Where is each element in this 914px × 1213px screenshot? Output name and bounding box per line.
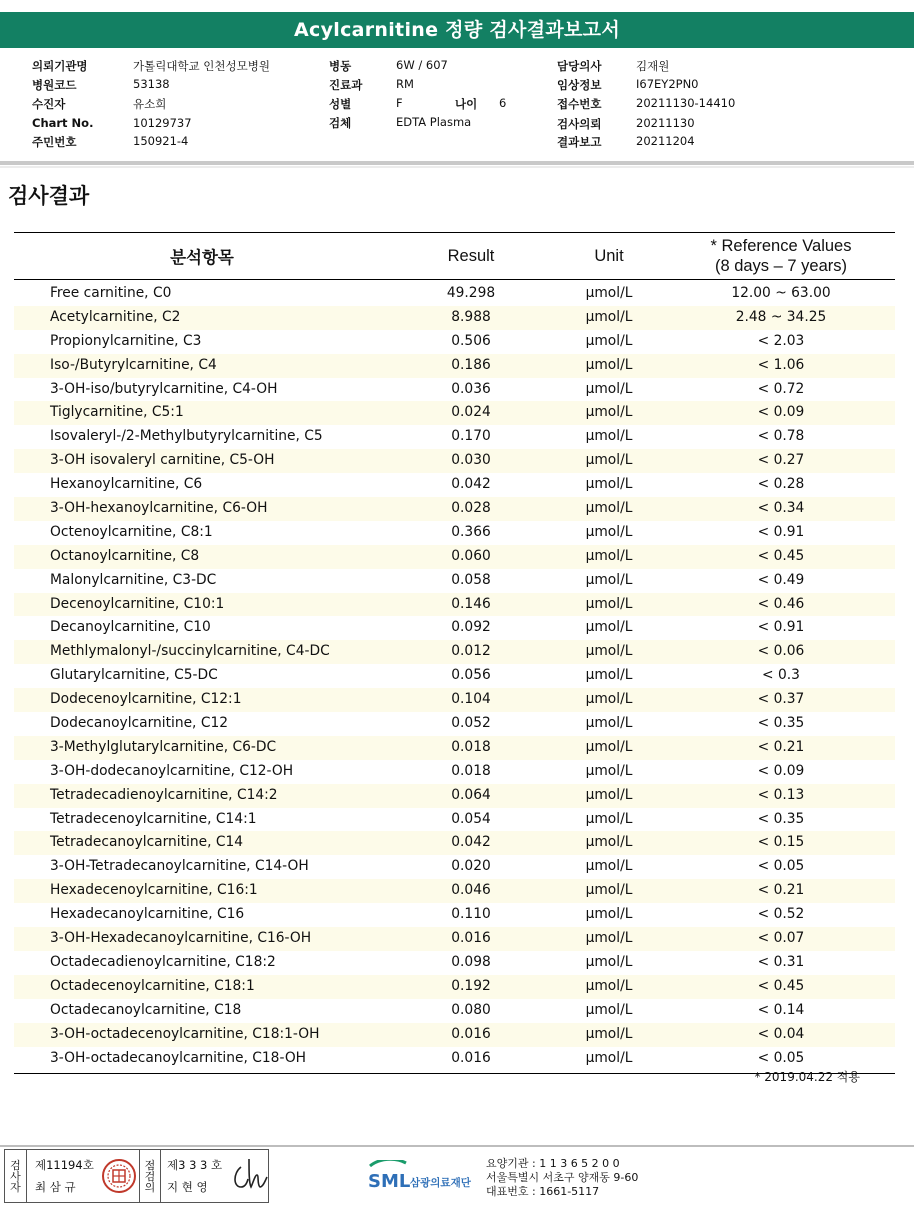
unit-value: μmol/L [585,500,633,517]
table-row [14,760,895,784]
unit-value: μmol/L [585,930,633,947]
analyte-name: Propionylcarnitine, C3 [50,332,202,349]
result-value: 0.016 [451,1025,491,1042]
result-value: 0.030 [451,452,491,469]
unit-value: μmol/L [585,906,633,923]
hospital-label: 의뢰기관명 [32,59,88,73]
table-row [14,1023,895,1047]
result-value: 0.146 [451,595,491,612]
table-row [14,831,895,855]
ward-label: 병동 [329,59,352,73]
reference-value: < 0.07 [757,930,805,947]
analyte-name: Octenoylcarnitine, C8:1 [50,523,213,540]
dept-value: RM [396,77,414,91]
result-value: 0.042 [451,834,491,851]
unit-value: μmol/L [585,523,633,540]
table-row [14,640,895,664]
signature-box [4,1149,269,1203]
chart-label: Chart No. [32,116,94,130]
unit-value: μmol/L [585,834,633,851]
analyte-name: Tetradecadienoylcarnitine, C14:2 [50,786,278,803]
analyte-name: 3-Methylglutarylcarnitine, C6-DC [50,738,277,755]
patient-label: 수진자 [32,97,66,111]
unit-value: μmol/L [585,953,633,970]
analyte-name: Acetylcarnitine, C2 [50,308,181,325]
unit-value: μmol/L [585,571,633,588]
reference-value: < 0.78 [757,428,805,445]
reference-value: < 0.35 [757,715,805,732]
rrn-label: 주민번호 [32,135,77,149]
org-line1: 요양기관 : 1 1 3 6 5 2 0 0 [486,1157,620,1170]
analyte-name: 3-OH isovaleryl carnitine, C5-OH [50,452,275,469]
org-name: 삼광의료재단 [410,1177,471,1189]
header-analyte: 분석항목 [170,249,234,267]
checker-label: 점 검 의 [139,1150,161,1202]
analyte-name: Free carnitine, C0 [50,285,172,301]
reference-value: < 0.3 [762,667,800,684]
code-value: 53138 [133,77,170,91]
unit-value: μmol/L [585,810,633,827]
analyte-name: Methlymalonyl-/succinylcarnitine, C4-DC [50,643,330,660]
unit-value: μmol/L [585,285,633,301]
result-value: 0.186 [451,356,491,373]
unit-value: μmol/L [585,380,633,397]
analyte-name: Tetradecenoylcarnitine, C14:1 [50,810,257,827]
divider [0,161,914,165]
result-value: 0.042 [451,476,491,493]
reference-value: < 0.91 [757,523,805,540]
unit-value: μmol/L [585,547,633,564]
result-value: 0.058 [451,571,491,588]
result-value: 0.110 [451,906,491,923]
result-value: 8.988 [451,308,491,325]
analyte-name: 3-OH-Hexadecanoylcarnitine, C16-OH [50,930,312,947]
org-line2: 서울특별시 서초구 양재동 9-60 [486,1171,639,1184]
reference-value: < 0.05 [757,1049,805,1066]
receipt-label: 접수번호 [557,97,602,111]
header-reference-line1: * Reference Values [710,237,852,255]
divider [0,166,914,168]
table-row [14,497,895,521]
unit-value: μmol/L [585,476,633,493]
analyte-name: 3-OH-octadecanoylcarnitine, C18-OH [50,1049,307,1066]
table-row [14,903,895,927]
reference-value: < 1.06 [757,356,805,373]
result-value: 0.098 [451,953,491,970]
tester-license: 제11194호 [35,1158,94,1172]
reference-value: < 0.91 [757,619,805,636]
report-date-label: 결과보고 [557,135,602,149]
analyte-name: Octanoylcarnitine, C8 [50,547,200,564]
tester-name: 최 삼 규 [35,1180,76,1194]
result-value: 0.092 [451,619,491,636]
reference-value: < 0.52 [757,906,805,923]
reference-value: < 0.46 [757,595,805,612]
analyte-name: Hexadecenoylcarnitine, C16:1 [50,882,258,899]
table-row [14,736,895,760]
reference-value: < 0.31 [757,953,805,970]
unit-value: μmol/L [585,1049,633,1066]
unit-value: μmol/L [585,738,633,755]
unit-value: μmol/L [585,858,633,875]
table-row [14,282,895,306]
reference-value: < 0.04 [757,1025,805,1042]
request-label: 검사의뢰 [557,117,602,131]
header-reference-line2: (8 days – 7 years) [714,257,848,275]
analyte-name: Hexanoylcarnitine, C6 [50,476,203,493]
table-row [14,569,895,593]
analyte-name: Malonylcarnitine, C3-DC [50,571,217,588]
specimen-value: EDTA Plasma [396,115,472,129]
unit-value: μmol/L [585,595,633,612]
reference-value: < 0.45 [757,977,805,994]
org-line3: 대표번호 : 1661-5117 [486,1185,600,1198]
table-header [14,232,895,280]
reference-value: < 0.06 [757,643,805,660]
reference-value: < 0.09 [757,404,805,421]
clinical-label: 임상정보 [557,78,602,92]
analyte-name: Dodecanoylcarnitine, C12 [50,715,229,732]
result-value: 0.018 [451,762,491,779]
reference-value: < 0.27 [757,452,805,469]
analyte-name: 3-OH-hexanoylcarnitine, C6-OH [50,500,268,517]
table-row [14,545,895,569]
table-row [14,593,895,617]
reference-value: < 0.13 [757,786,805,803]
result-value: 0.064 [451,786,491,803]
table-row [14,951,895,975]
reference-value: < 0.45 [757,547,805,564]
result-value: 0.016 [451,930,491,947]
analyte-name: Glutarylcarnitine, C5-DC [50,667,218,684]
reference-value: < 0.28 [757,476,805,493]
table-row [14,449,895,473]
result-value: 49.298 [446,285,496,301]
reference-value: < 0.21 [757,882,805,899]
result-value: 0.016 [451,1049,491,1066]
table-row [14,401,895,425]
reference-value: < 0.72 [757,380,805,397]
table-row [14,354,895,378]
result-value: 0.012 [451,643,491,660]
analyte-name: Dodecenoylcarnitine, C12:1 [50,691,242,708]
analyte-name: Octadecanoylcarnitine, C18 [50,1001,242,1018]
checker-name: 지 현 영 [167,1180,208,1194]
unit-value: μmol/L [585,715,633,732]
chart-value: 10129737 [133,116,192,130]
unit-value: μmol/L [585,428,633,445]
result-value: 0.080 [451,1001,491,1018]
reference-value: < 0.21 [757,738,805,755]
analyte-name: Octadecadienoylcarnitine, C18:2 [50,953,276,970]
table-row [14,999,895,1023]
unit-value: μmol/L [585,977,633,994]
table-row [14,855,895,879]
reference-value: < 0.49 [757,571,805,588]
analyte-name: Isovaleryl-/2-Methylbutyrylcarnitine, C5 [50,428,323,445]
analyte-name: 3-OH-octadecenoylcarnitine, C18:1-OH [50,1025,320,1042]
table-body [14,280,895,1074]
section-title: 검사결과 [8,184,90,208]
sex-value: F [396,96,403,110]
unit-value: μmol/L [585,1001,633,1018]
footnote: * 2019.04.22 적용 [754,1070,860,1084]
table-row [14,616,895,640]
hospital-value: 가톨릭대학교 인천성모병원 [133,59,270,73]
divider [0,1145,914,1147]
unit-value: μmol/L [585,691,633,708]
unit-value: μmol/L [585,308,633,325]
table-row [14,879,895,903]
result-value: 0.506 [451,332,491,349]
clinical-value: I67EY2PN0 [636,77,699,91]
doctor-value: 김재원 [636,59,670,73]
table-row [14,425,895,449]
reference-value: < 0.05 [757,858,805,875]
ward-value: 6W / 607 [396,58,448,72]
result-value: 0.036 [451,380,491,397]
unit-value: μmol/L [585,452,633,469]
table-row [14,975,895,999]
result-value: 0.060 [451,547,491,564]
sml-logo-icon [366,1160,486,1196]
seal-icon [101,1158,137,1194]
table-row [14,378,895,402]
checker-license: 제3 3 3 호 [167,1158,223,1172]
org-info [486,1157,638,1199]
org-logo-text: SML [368,1171,411,1192]
unit-value: μmol/L [585,1025,633,1042]
analyte-name: Decenoylcarnitine, C10:1 [50,595,225,612]
analyte-name: Iso-/Butyrylcarnitine, C4 [50,356,217,373]
unit-value: μmol/L [585,356,633,373]
unit-value: μmol/L [585,762,633,779]
table-row [14,712,895,736]
result-value: 0.170 [451,428,491,445]
receipt-value: 20211130-14410 [636,96,736,110]
unit-value: μmol/L [585,404,633,421]
result-value: 0.054 [451,810,491,827]
table-row [14,1047,895,1071]
doctor-label: 담당의사 [557,59,602,73]
table-row [14,664,895,688]
result-value: 0.104 [451,691,491,708]
reference-value: 2.48 ~ 34.25 [735,308,827,325]
specimen-label: 검체 [329,116,352,130]
reference-value: < 0.34 [757,500,805,517]
table-row [14,330,895,354]
result-value: 0.020 [451,858,491,875]
result-value: 0.046 [451,882,491,899]
sex-label: 성별 [329,97,352,111]
rrn-value: 150921-4 [133,134,189,148]
result-table [14,232,895,1074]
analyte-name: Octadecenoylcarnitine, C18:1 [50,977,255,994]
analyte-name: 3-OH-Tetradecanoylcarnitine, C14-OH [50,858,309,875]
unit-value: μmol/L [585,667,633,684]
unit-value: μmol/L [585,619,633,636]
table-row [14,688,895,712]
code-label: 병원코드 [32,78,77,92]
result-value: 0.366 [451,523,491,540]
analyte-name: 3-OH-iso/butyrylcarnitine, C4-OH [50,380,278,397]
age-value: 6 [499,96,507,110]
unit-value: μmol/L [585,332,633,349]
age-label: 나이 [455,97,478,111]
table-row [14,473,895,497]
analyte-name: Tetradecanoylcarnitine, C14 [50,834,244,851]
analyte-name: Hexadecanoylcarnitine, C16 [50,906,245,923]
table-row [14,808,895,832]
unit-value: μmol/L [585,786,633,803]
report-title: Acylcarnitine 정량 검사결과보고서 [0,12,914,48]
reference-value: < 0.15 [757,834,805,851]
table-row [14,927,895,951]
result-value: 0.024 [451,404,491,421]
header-result: Result [447,246,495,265]
analyte-name: Decanoylcarnitine, C10 [50,619,211,636]
unit-value: μmol/L [585,882,633,899]
reference-value: 12.00 ~ 63.00 [731,285,831,301]
signature-icon [227,1153,271,1199]
report-date-value: 20211204 [636,134,695,148]
result-value: 0.028 [451,500,491,517]
tester-label: 검 사 자 [5,1150,27,1202]
analyte-name: Tiglycarnitine, C5:1 [50,404,184,421]
reference-value: < 0.35 [757,810,805,827]
patient-info [0,55,914,155]
table-row [14,784,895,808]
header-unit: Unit [594,246,624,265]
result-value: 0.018 [451,738,491,755]
request-value: 20211130 [636,116,695,130]
reference-value: < 0.09 [757,762,805,779]
patient-value: 유소희 [133,97,167,111]
result-value: 0.056 [451,667,491,684]
dept-label: 진료과 [329,78,363,92]
table-row [14,306,895,330]
reference-value: < 0.14 [757,1001,805,1018]
result-value: 0.192 [451,977,491,994]
analyte-name: 3-OH-dodecanoylcarnitine, C12-OH [50,762,294,779]
reference-value: < 2.03 [757,332,805,349]
result-value: 0.052 [451,715,491,732]
header-reference [686,233,876,279]
unit-value: μmol/L [585,643,633,660]
reference-value: < 0.37 [757,691,805,708]
table-row [14,521,895,545]
